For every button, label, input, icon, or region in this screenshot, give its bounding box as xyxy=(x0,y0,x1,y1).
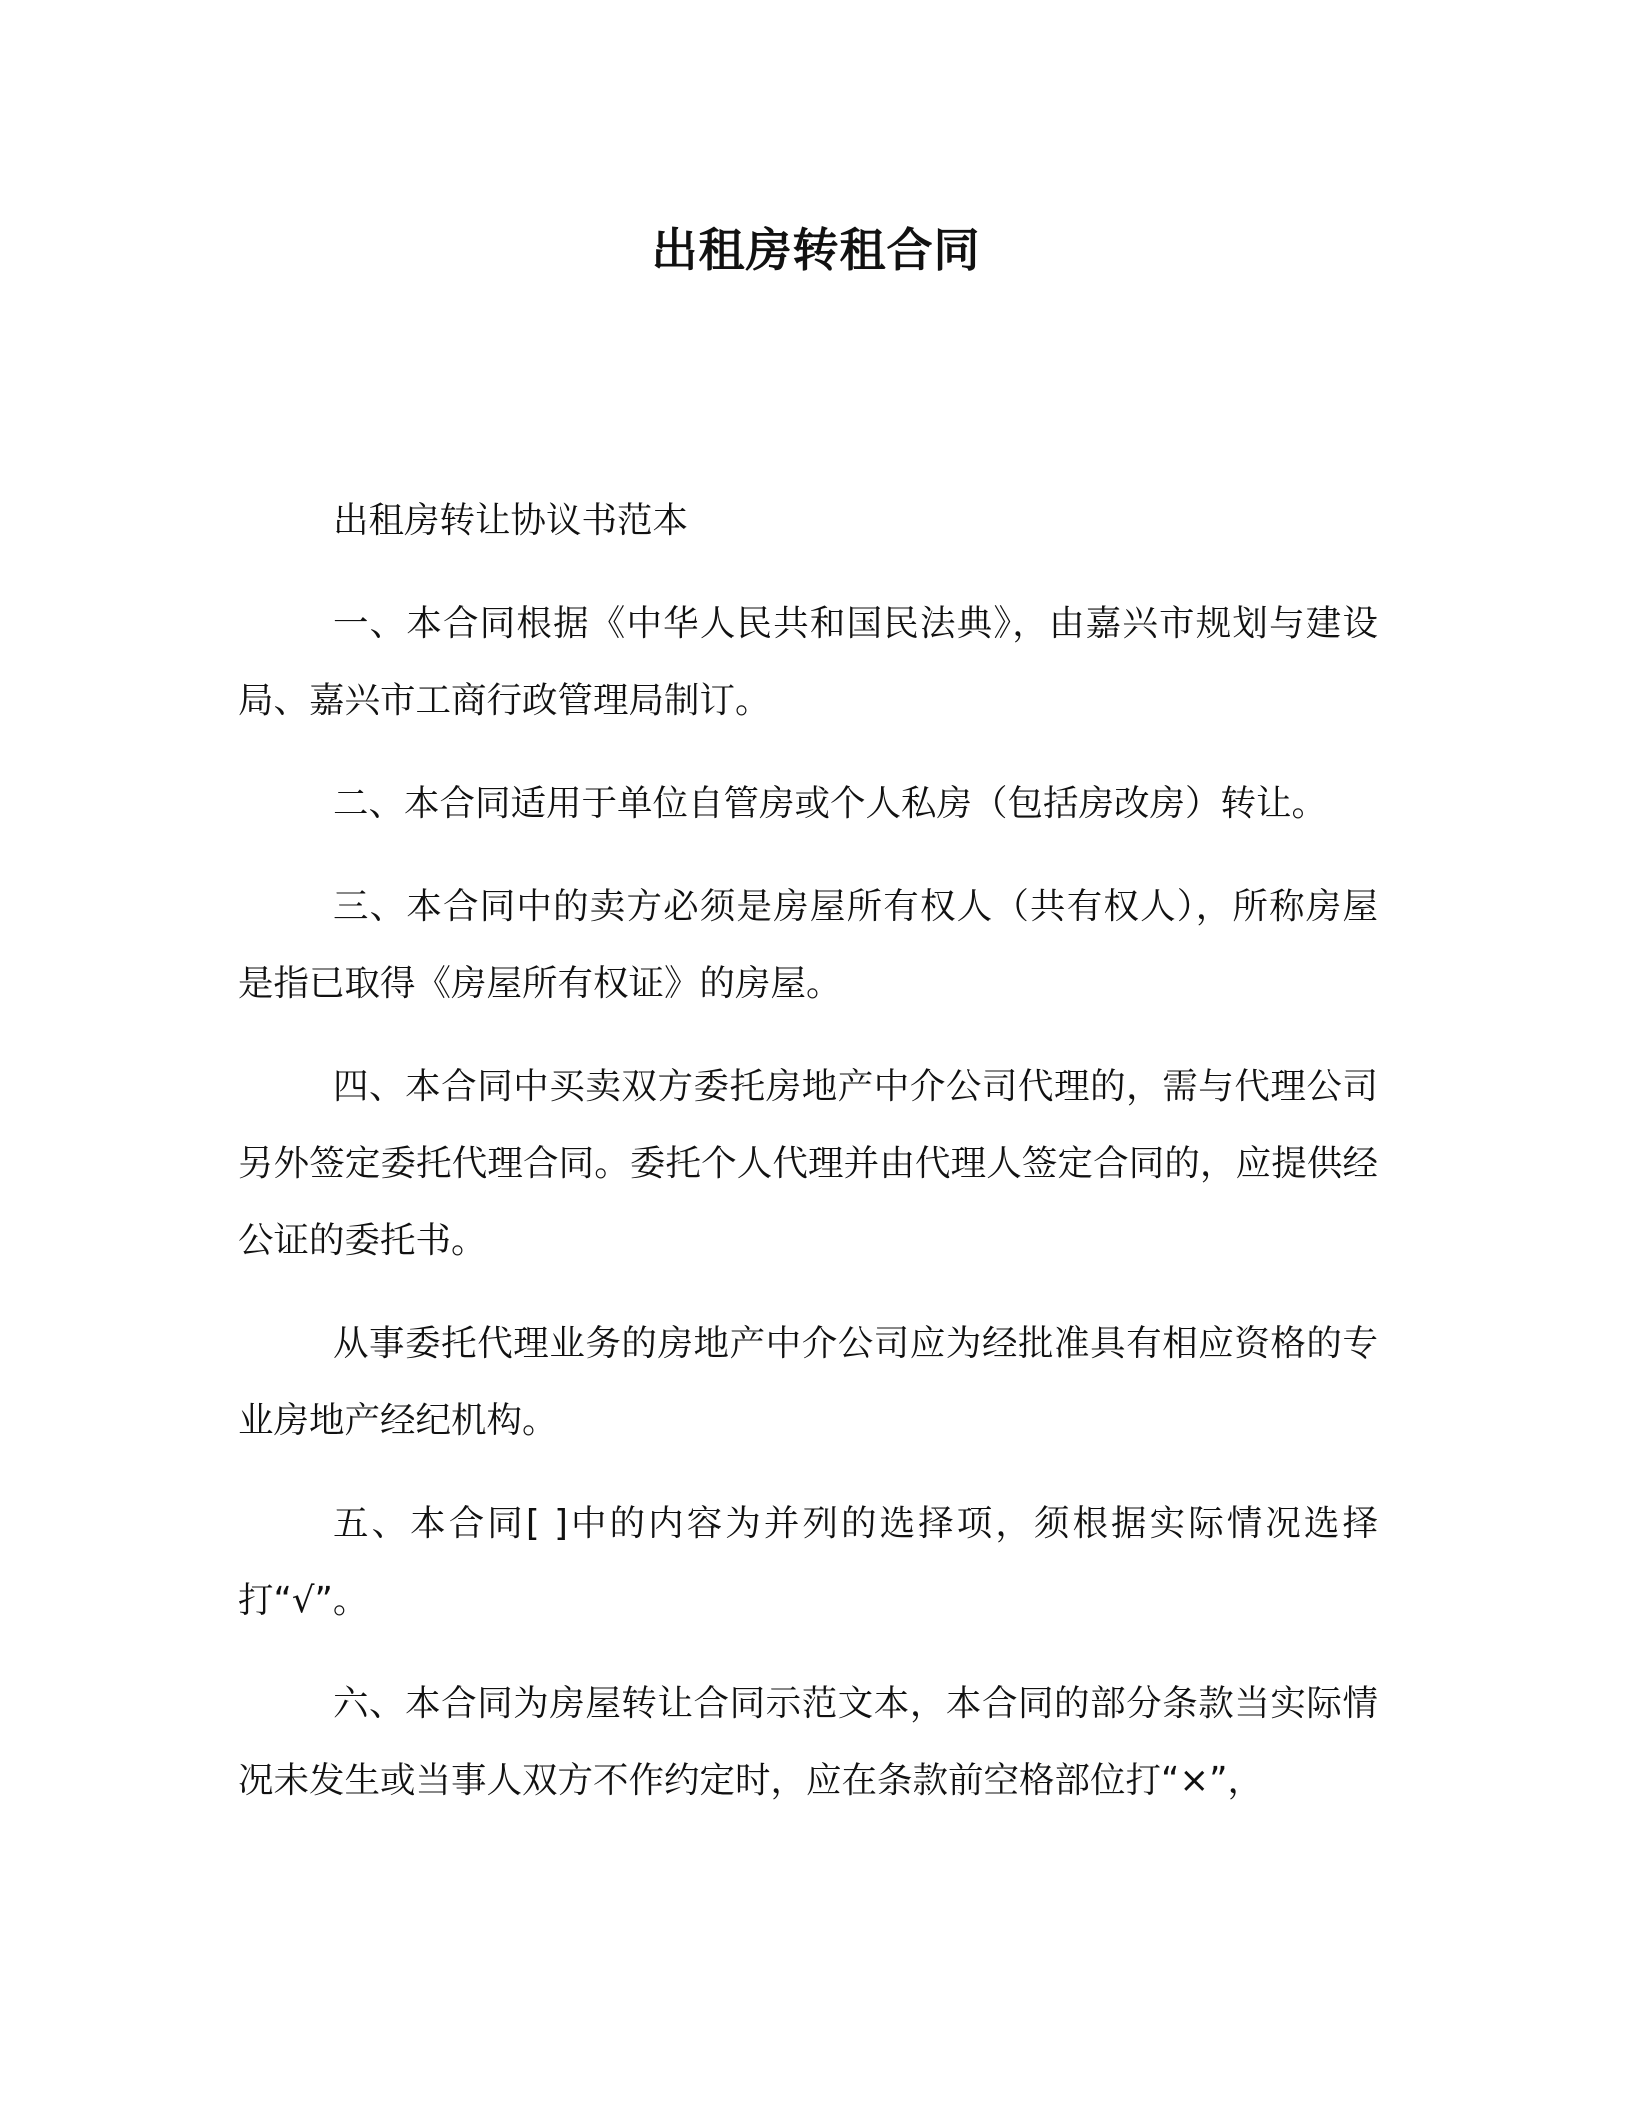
clause-5: 五、本合同[ ]中的内容为并列的选择项，须根据实际情况选择打“√”。 xyxy=(238,1503,1378,1621)
clause-1: 一、本合同根据《中华人民共和国民法典》，由嘉兴市规划与建设局、嘉兴市工商行政管理局制订。 xyxy=(238,603,1378,721)
clause-4-note: 从事委托代理业务的房地产中介公司应为经批准具有相应资格的专业房地产经纪机构。 xyxy=(238,1323,1378,1441)
clause-2: 二、本合同适用于单位自管房或个人私房（包括房改房）转让。 xyxy=(333,783,1328,824)
clause-4: 四、本合同中买卖双方委托房地产中介公司代理的，需与代理公司另外签定委托代理合同。委托个人代理并由代理人签定合同的，应提供经公证的委托书。 xyxy=(238,1066,1378,1261)
document-title: 出租房转租合同 xyxy=(651,223,981,277)
document-subtitle: 出租房转让协议书范本 xyxy=(333,500,689,541)
document-body xyxy=(238,482,1378,1845)
clause-3: 三、本合同中的卖方必须是房屋所有权人（共有权人），所称房屋是指已取得《房屋所有权证》的房屋。 xyxy=(238,886,1378,1004)
clause-6: 六、本合同为房屋转让合同示范文本，本合同的部分条款当实际情况未发生或当事人双方不作约定时，应在条款前空格部位打“×”， xyxy=(238,1683,1378,1801)
